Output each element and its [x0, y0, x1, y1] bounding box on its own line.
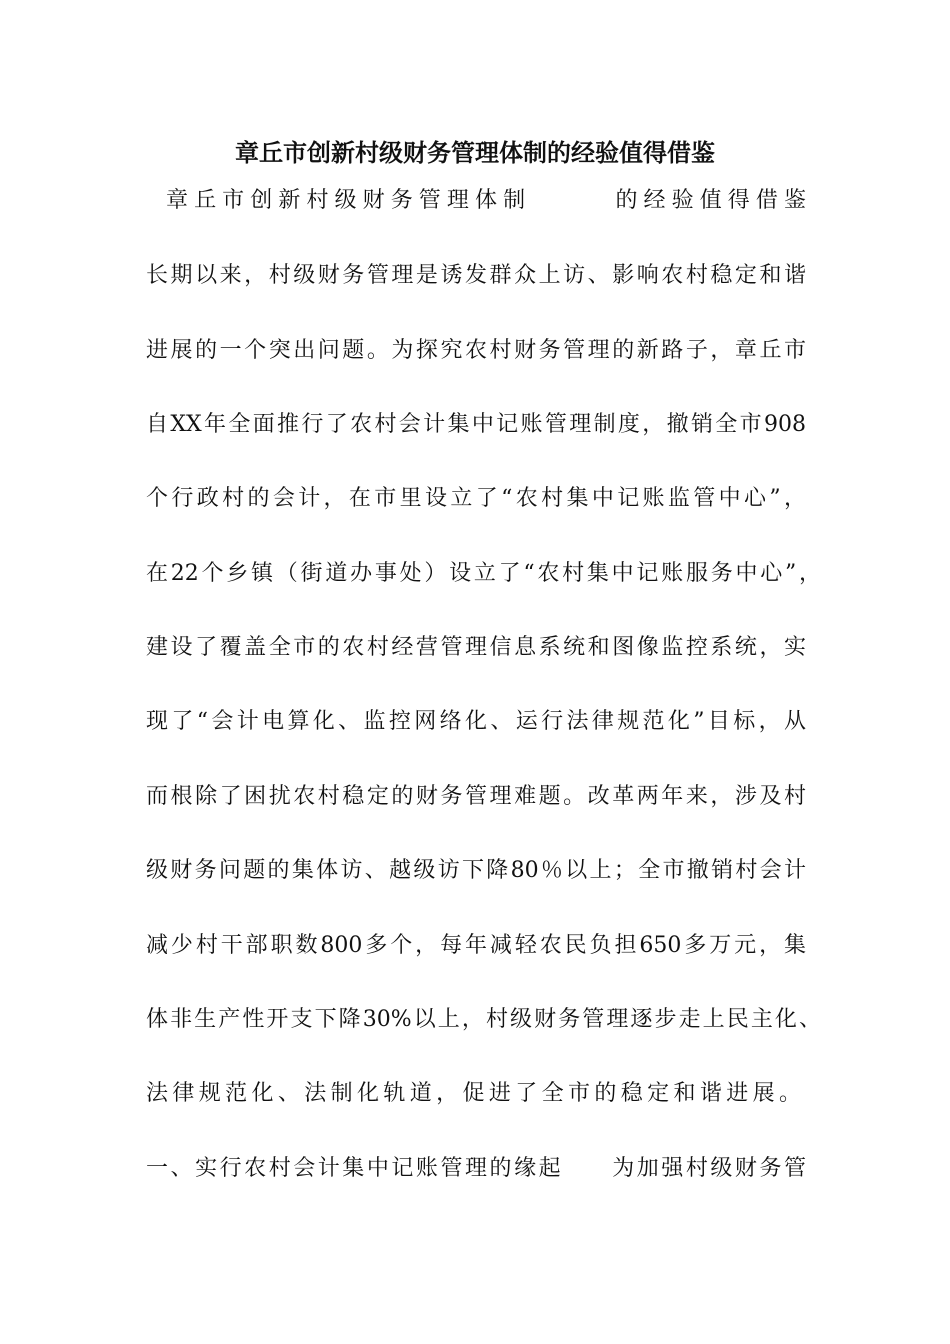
paragraph-line: 进展的一个突出问题。为探究农村财务管理的新路子，章丘市: [146, 338, 806, 363]
paragraph-line: 在22个乡镇（街道办事处）设立了“农村集中记账服务中心”，: [146, 561, 821, 586]
paragraph-line: 长期以来，村级财务管理是诱发群众上访、影响农村稳定和谐: [146, 263, 806, 288]
document-subtitle: 章丘市创新村级财务管理体制 的经验值得借鉴: [166, 188, 806, 213]
paragraph-line: 个行政村的会计，在市里设立了“农村集中记账监管中心”，: [146, 486, 806, 511]
paragraph-line: 一、实行农村会计集中记账管理的缘起 为加强村级财务管: [146, 1156, 806, 1181]
paragraph-line: 建设了覆盖全市的农村经营管理信息系统和图像监控系统，实: [146, 635, 806, 660]
paragraph-line: 级财务问题的集体访、越级访下降80％以上；全市撤销村会计: [146, 858, 806, 883]
paragraph-line: 现了“会计电算化、监控网络化、运行法律规范化”目标，从: [146, 709, 806, 734]
paragraph-line: 法律规范化、法制化轨道，促进了全市的稳定和谐进展。: [146, 1081, 801, 1106]
paragraph-line: 体非生产性开支下降30%以上，村级财务管理逐步走上民主化、: [146, 1007, 821, 1032]
paragraph-line: 而根除了困扰农村稳定的财务管理难题。改革两年来，涉及村: [146, 784, 806, 809]
document-title: 章丘市创新村级财务管理体制的经验值得借鉴: [235, 139, 715, 167]
paragraph-line: 减少村干部职数800多个，每年减轻农民负担650多万元，集: [146, 933, 806, 958]
paragraph-line: 自XX年全面推行了农村会计集中记账管理制度，撤销全市908: [146, 412, 806, 437]
